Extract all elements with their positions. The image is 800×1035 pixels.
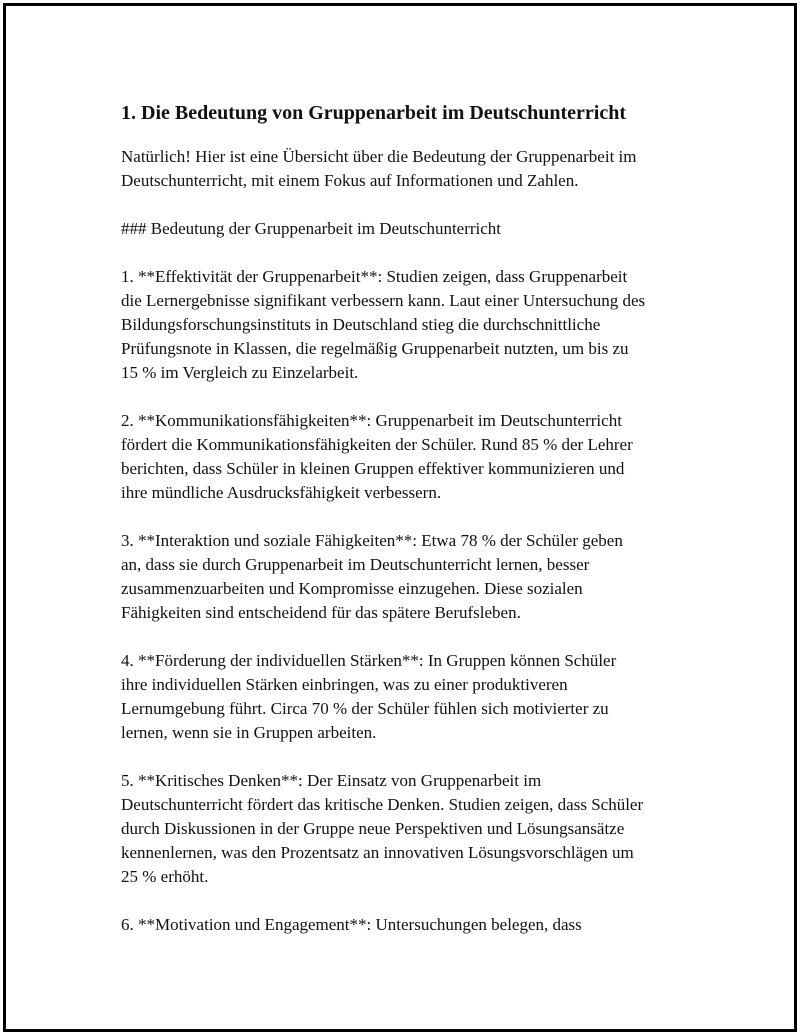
- list-item: [121, 913, 701, 937]
- document-title: 1. Die Bedeutung von Gruppenarbeit im Deutschunterricht: [121, 102, 626, 124]
- list-item-line: lernen, wenn sie in Gruppen arbeiten.: [121, 723, 377, 742]
- list-item: [121, 649, 701, 745]
- list-item-line: an, dass sie durch Gruppenarbeit im Deutschunterricht lernen, besser: [121, 555, 590, 574]
- list-item-line: 4. **Förderung der individuellen Stärken**: In Gruppen können Schüler: [121, 651, 617, 670]
- list-item-line: Prüfungsnote in Klassen, die regelmäßig Gruppenarbeit nutzten, um bis zu: [121, 339, 629, 358]
- list-item: [121, 265, 701, 385]
- list-item: [121, 769, 701, 889]
- section-heading: [121, 217, 701, 241]
- list-item-line: ihre mündliche Ausdrucksfähigkeit verbessern.: [121, 483, 442, 502]
- list-item-line: ihre individuellen Stärken einbringen, was zu einer produktiveren: [121, 675, 568, 694]
- list-item-line: berichten, dass Schüler in kleinen Gruppen effektiver kommunizieren und: [121, 459, 625, 478]
- list-item: [121, 409, 701, 505]
- list-item-line: zusammenzuarbeiten und Kompromisse einzugehen. Diese sozialen: [121, 579, 583, 598]
- list-item-line: Fähigkeiten sind entscheidend für das spätere Berufsleben.: [121, 603, 521, 622]
- page-frame: [3, 3, 797, 1032]
- list-item-line: Bildungsforschungsinstituts in Deutschland stieg die durchschnittliche: [121, 315, 601, 334]
- list-item: [121, 529, 701, 625]
- list-item-line: 3. **Interaktion und soziale Fähigkeiten**: Etwa 78 % der Schüler geben: [121, 531, 623, 550]
- list-item-line: 15 % im Vergleich zu Einzelarbeit.: [121, 363, 359, 382]
- intro-line: Natürlich! Hier ist eine Übersicht über die Bedeutung der Gruppenarbeit im: [121, 147, 637, 166]
- list-item-line: durch Diskussionen in der Gruppe neue Perspektiven und Lösungsansätze: [121, 819, 625, 838]
- intro-paragraph: [121, 145, 701, 193]
- list-item-line: Deutschunterricht fördert das kritische Denken. Studien zeigen, dass Schüler: [121, 795, 644, 814]
- list-item-line: die Lernergebnisse signifikant verbessern kann. Laut einer Untersuchung des: [121, 291, 646, 310]
- section-heading-text: ### Bedeutung der Gruppenarbeit im Deutschunterricht: [121, 219, 502, 238]
- list-item-line: 6. **Motivation und Engagement**: Untersuchungen belegen, dass: [121, 915, 582, 934]
- list-item-line: kennenlernen, was den Prozentsatz an innovativen Lösungsvorschlägen um: [121, 843, 634, 862]
- list-item-line: 2. **Kommunikationsfähigkeiten**: Gruppenarbeit im Deutschunterricht: [121, 411, 622, 430]
- intro-line: Deutschunterricht, mit einem Fokus auf Informationen und Zahlen.: [121, 171, 579, 190]
- list-item-line: fördert die Kommunikationsfähigkeiten der Schüler. Rund 85 % der Lehrer: [121, 435, 633, 454]
- list-item-line: 1. **Effektivität der Gruppenarbeit**: Studien zeigen, dass Gruppenarbeit: [121, 267, 628, 286]
- document-body: [121, 99, 701, 961]
- list-item-line: Lernumgebung führt. Circa 70 % der Schüler fühlen sich motivierter zu: [121, 699, 609, 718]
- list-item-line: 5. **Kritisches Denken**: Der Einsatz von Gruppenarbeit im: [121, 771, 542, 790]
- list-item-line: 25 % erhöht.: [121, 867, 209, 886]
